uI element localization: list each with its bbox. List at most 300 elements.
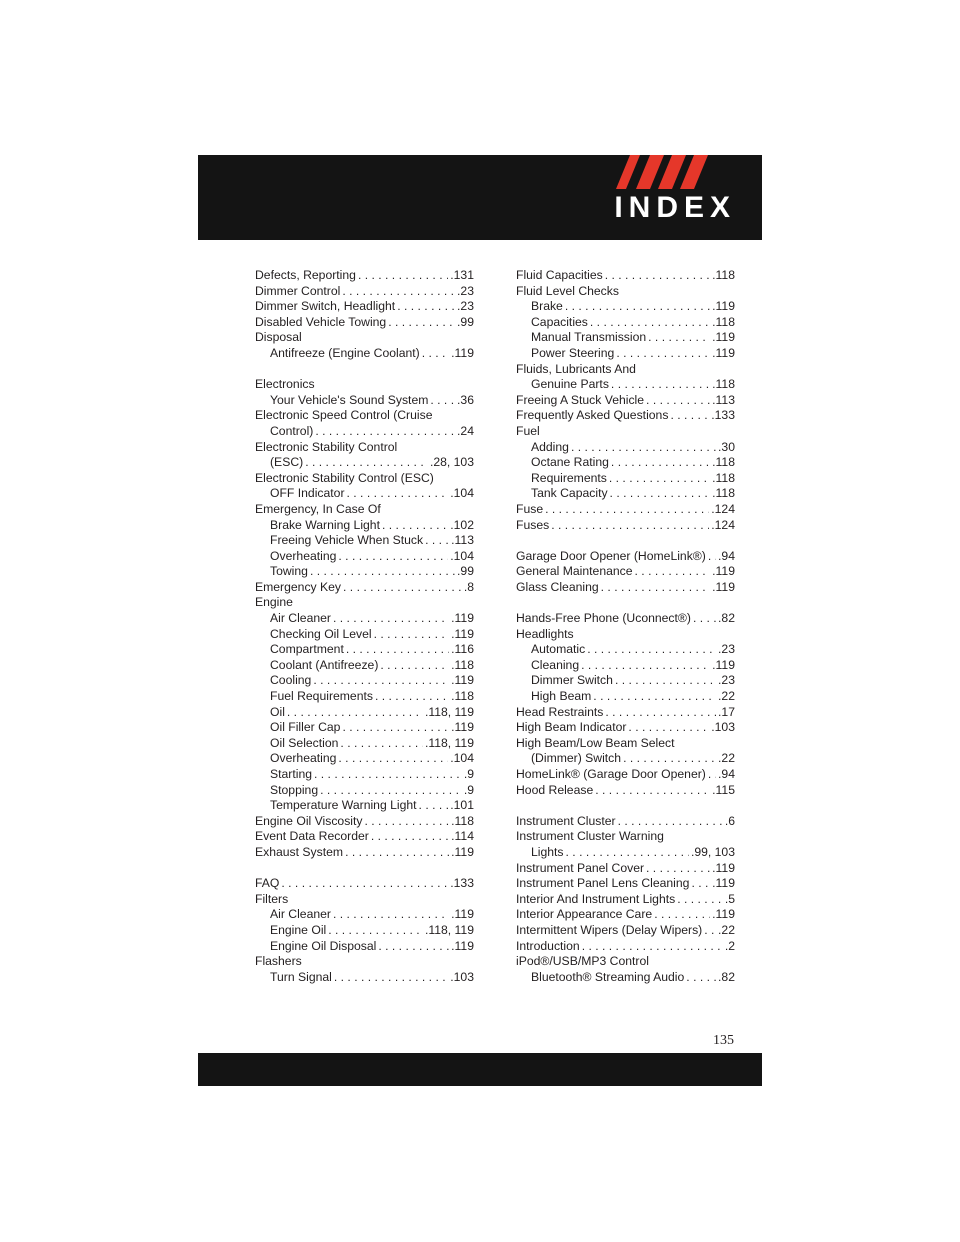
entry-label: Dimmer Control xyxy=(255,283,341,298)
leader-dots xyxy=(371,829,449,845)
index-entry xyxy=(516,736,735,752)
entry-label: Hands-Free Phone (Uconnect®) xyxy=(516,611,691,626)
index-entry xyxy=(255,829,474,845)
entry-label: Brake Warning Light xyxy=(270,517,380,532)
index-subentry xyxy=(516,658,735,674)
index-spacer xyxy=(255,861,474,877)
entry-label: Interior Appearance Care xyxy=(516,907,653,922)
leader-dots xyxy=(609,471,710,487)
entry-page: .115 xyxy=(712,782,735,797)
entry-page: .5 xyxy=(724,891,735,906)
entry-label: Overheating xyxy=(270,751,337,766)
entry-page: .6 xyxy=(724,813,735,828)
entry-page: .8 xyxy=(463,579,474,594)
entry-label: Capacities xyxy=(531,314,588,329)
index-subentry xyxy=(516,377,735,393)
entry-label: Interior And Instrument Lights xyxy=(516,891,676,906)
index-spacer xyxy=(516,798,735,814)
leader-dots xyxy=(571,440,716,456)
stripe-2 xyxy=(636,155,664,189)
index-subentry xyxy=(516,486,735,502)
index-entry xyxy=(255,814,474,830)
index-entry xyxy=(516,767,735,783)
leader-dots xyxy=(425,533,449,549)
index-entry xyxy=(255,845,474,861)
index-entry xyxy=(255,892,474,908)
leader-dots xyxy=(375,689,449,705)
index-entry xyxy=(255,440,474,456)
index-entry xyxy=(255,595,474,611)
leader-dots xyxy=(378,939,449,955)
index-entry xyxy=(516,580,735,596)
entry-label: Fuse xyxy=(516,501,544,516)
index-subentry xyxy=(255,798,474,814)
entry-label: Freeing Vehicle When Stuck xyxy=(270,533,424,548)
entry-label: Electronic Stability Control (ESC) xyxy=(255,470,434,485)
leader-dots xyxy=(611,377,710,393)
entry-page: .36 xyxy=(457,392,474,407)
index-entry xyxy=(516,923,735,939)
index-subentry xyxy=(255,627,474,643)
entry-label: Instrument Panel Cover xyxy=(516,860,645,875)
entry-label: Genuine Parts xyxy=(531,377,609,392)
entry-label: Fluids, Lubricants And xyxy=(516,361,636,376)
index-spacer xyxy=(516,595,735,611)
entry-page: .119 xyxy=(712,657,735,672)
entry-label: Bluetooth® Streaming Audio xyxy=(531,969,685,984)
index-subentry xyxy=(516,970,735,986)
entry-page: .94 xyxy=(718,548,735,563)
leader-dots xyxy=(334,970,448,986)
stripe-3 xyxy=(658,155,686,189)
entry-label: Your Vehicle's Sound System xyxy=(270,392,429,407)
index-entry xyxy=(516,783,735,799)
index-subentry xyxy=(255,611,474,627)
index-subentry xyxy=(255,564,474,580)
index-entry xyxy=(255,268,474,284)
entry-page: .22 xyxy=(718,922,735,937)
index-entry xyxy=(516,393,735,409)
entry-label: Air Cleaner xyxy=(270,907,331,922)
entry-page: .104 xyxy=(450,548,474,563)
entry-page: .118, 119 xyxy=(424,704,474,719)
entry-page: .9 xyxy=(463,782,474,797)
leader-dots xyxy=(340,736,423,752)
leader-dots xyxy=(611,455,710,471)
entry-label: Emergency, In Case Of xyxy=(255,501,381,516)
index-entry xyxy=(255,580,474,596)
entry-label: HomeLink® (Garage Door Opener) xyxy=(516,767,706,781)
leader-dots xyxy=(581,658,710,674)
entry-label: Lights xyxy=(531,844,564,859)
entry-page: .118 xyxy=(451,689,474,704)
entry-label: Engine xyxy=(255,595,293,610)
index-entry xyxy=(516,829,735,845)
page-number: 135 xyxy=(713,1033,734,1048)
index-entry xyxy=(255,315,474,331)
leader-dots xyxy=(593,689,716,705)
leader-dots xyxy=(422,346,449,362)
entry-page: .22 xyxy=(718,751,735,766)
entry-label: Fuses xyxy=(516,517,550,532)
index-entry xyxy=(255,954,474,970)
index-column-right xyxy=(516,268,735,985)
entry-label: Requirements xyxy=(531,470,607,485)
index-subentry xyxy=(516,346,735,362)
leader-dots xyxy=(616,346,710,362)
entry-label: OFF Indicator xyxy=(270,486,345,501)
leader-dots xyxy=(635,564,711,580)
entry-label: Fuel Requirements xyxy=(270,689,373,704)
index-entry xyxy=(516,954,735,970)
entry-page: .22 xyxy=(718,689,735,704)
leader-dots xyxy=(388,315,455,331)
entry-page: .23 xyxy=(457,299,474,314)
leader-dots xyxy=(691,876,710,892)
entry-page: .119 xyxy=(712,907,735,922)
entry-page: .24 xyxy=(457,423,474,438)
entry-label: Octane Rating xyxy=(531,455,609,470)
leader-dots xyxy=(347,486,449,502)
leader-dots xyxy=(646,861,710,877)
entry-page: .23 xyxy=(718,673,735,688)
entry-label: Engine Oil Viscosity xyxy=(255,813,363,828)
index-entry xyxy=(255,471,474,487)
entry-label: Instrument Panel Lens Cleaning xyxy=(516,876,690,891)
entry-label: Brake xyxy=(531,299,563,314)
leader-dots xyxy=(686,970,716,986)
leader-dots xyxy=(605,268,710,284)
entry-label: Exhaust System xyxy=(255,844,344,859)
index-subentry xyxy=(255,751,474,767)
leader-dots xyxy=(708,767,716,783)
leader-dots xyxy=(382,518,448,534)
leader-dots xyxy=(333,907,449,923)
leader-dots xyxy=(343,580,462,596)
leader-dots xyxy=(333,611,449,627)
entry-page: .119 xyxy=(451,844,474,859)
entry-label: Defects, Reporting xyxy=(255,268,356,282)
entry-page: .102 xyxy=(450,517,474,532)
index-subentry xyxy=(516,673,735,689)
index-subentry xyxy=(516,299,735,315)
index-subentry xyxy=(516,440,735,456)
entry-page: .124 xyxy=(711,501,735,516)
footer-bar xyxy=(198,1053,762,1086)
entry-label: Cleaning xyxy=(531,657,580,672)
leader-dots xyxy=(670,408,709,424)
entry-page: .124 xyxy=(711,517,735,532)
index-entry xyxy=(516,518,735,534)
entry-label: (ESC) xyxy=(270,455,304,470)
index-entry xyxy=(516,268,735,284)
index-subentry xyxy=(516,330,735,346)
entry-label: Glass Cleaning xyxy=(516,579,599,594)
index-entry xyxy=(516,408,735,424)
index-entry xyxy=(516,362,735,378)
leader-dots xyxy=(551,518,709,534)
leader-dots xyxy=(595,783,710,799)
leader-dots xyxy=(646,393,710,409)
leader-dots xyxy=(708,549,716,565)
entry-label: High Beam Indicator xyxy=(516,720,627,735)
leader-dots xyxy=(654,907,710,923)
entry-page: .118 xyxy=(451,657,474,672)
entry-label: Freeing A Stuck Vehicle xyxy=(516,392,645,407)
entry-page: .118 xyxy=(712,455,735,470)
index-entry xyxy=(255,330,474,346)
entry-page: .23 xyxy=(457,283,474,298)
entry-label: Adding xyxy=(531,439,569,454)
index-subentry xyxy=(516,455,735,471)
entry-label: Control) xyxy=(270,423,314,438)
index-spacer xyxy=(516,533,735,549)
entry-label: Hood Release xyxy=(516,782,594,797)
entry-page: .114 xyxy=(451,829,474,844)
entry-page: .119 xyxy=(451,345,474,360)
entry-label: Intermittent Wipers (Delay Wipers) xyxy=(516,922,703,937)
entry-label: iPod®/USB/MP3 Control xyxy=(516,954,649,969)
leader-dots xyxy=(310,564,455,580)
entry-page: .118 xyxy=(712,377,735,392)
entry-label: Dimmer Switch, Headlight xyxy=(255,299,396,314)
entry-label: Fluid Capacities xyxy=(516,268,603,282)
leader-dots xyxy=(338,751,448,767)
index-entry xyxy=(255,502,474,518)
entry-label: High Beam xyxy=(531,689,592,704)
index-subentry xyxy=(255,720,474,736)
leader-dots xyxy=(430,393,455,409)
entry-page: .133 xyxy=(711,408,735,423)
index-entry xyxy=(255,299,474,315)
entry-label: Event Data Recorder xyxy=(255,829,369,844)
entry-page: .113 xyxy=(451,533,474,548)
entry-label: Oil Filler Cap xyxy=(270,720,341,735)
leader-dots xyxy=(628,720,709,736)
entry-page: .119 xyxy=(712,345,735,360)
entry-page: .118, 119 xyxy=(424,735,474,750)
leader-dots xyxy=(704,923,716,939)
index-subentry xyxy=(255,518,474,534)
leader-dots xyxy=(693,611,716,627)
entry-label: Instrument Cluster xyxy=(516,813,616,828)
entry-label: Engine Oil Disposal xyxy=(270,938,377,953)
entry-label: General Maintenance xyxy=(516,564,633,579)
stripe-4 xyxy=(680,155,708,189)
index-subentry xyxy=(255,705,474,721)
index-subentry xyxy=(516,642,735,658)
index-entry xyxy=(516,861,735,877)
entry-page: .82 xyxy=(718,969,735,984)
index-subentry xyxy=(255,533,474,549)
entry-label: Emergency Key xyxy=(255,579,342,594)
leader-dots xyxy=(380,658,449,674)
entry-page: .119 xyxy=(451,611,474,626)
leader-dots xyxy=(587,642,716,658)
entry-label: Checking Oil Level xyxy=(270,626,372,641)
index-entry xyxy=(516,564,735,580)
index-entry xyxy=(516,627,735,643)
index-subentry xyxy=(255,783,474,799)
entry-page: .119 xyxy=(712,564,735,579)
index-subentry xyxy=(516,315,735,331)
entry-page: .23 xyxy=(718,642,735,657)
entry-label: Automatic xyxy=(531,642,586,657)
leader-dots xyxy=(314,767,462,783)
index-subentry xyxy=(255,689,474,705)
entry-page: .118, 119 xyxy=(424,922,474,937)
entry-page: .101 xyxy=(450,798,474,813)
leader-dots xyxy=(328,923,423,939)
entry-label: Coolant (Antifreeze) xyxy=(270,657,379,672)
leader-dots xyxy=(610,486,711,502)
index-entry xyxy=(516,876,735,892)
leader-dots xyxy=(320,783,462,799)
index-subentry xyxy=(255,939,474,955)
index-subentry xyxy=(255,970,474,986)
index-subentry xyxy=(516,471,735,487)
entry-page: .119 xyxy=(451,626,474,641)
index-subentry xyxy=(255,642,474,658)
index-entry xyxy=(516,705,735,721)
index-subentry xyxy=(255,736,474,752)
entry-label: High Beam/Low Beam Select xyxy=(516,735,675,750)
entry-page: .113 xyxy=(712,392,735,407)
index-subentry xyxy=(255,346,474,362)
entry-page: .119 xyxy=(451,907,474,922)
leader-dots xyxy=(305,455,428,471)
entry-page: .118 xyxy=(451,813,474,828)
index-entry xyxy=(516,720,735,736)
index-entry xyxy=(516,284,735,300)
index-entry xyxy=(255,876,474,892)
leader-dots xyxy=(313,673,449,689)
leader-dots xyxy=(565,299,710,315)
entry-label: Frequently Asked Questions xyxy=(516,408,669,423)
entry-label: Turn Signal xyxy=(270,969,332,984)
leader-dots xyxy=(397,299,455,315)
entry-label: Temperature Warning Light xyxy=(270,798,417,813)
leader-dots xyxy=(566,845,689,861)
index-subentry xyxy=(255,923,474,939)
entry-label: Head Restraints xyxy=(516,704,604,719)
entry-label: Disposal xyxy=(255,330,302,345)
entry-label: Power Steering xyxy=(531,345,615,360)
entry-label: Flashers xyxy=(255,954,302,969)
index-subentry xyxy=(255,393,474,409)
leader-dots xyxy=(582,939,723,955)
entry-label: Filters xyxy=(255,891,289,906)
entry-page: .133 xyxy=(450,876,474,891)
entry-label: Electronics xyxy=(255,377,315,392)
entry-page: .118 xyxy=(712,314,735,329)
entry-page: .119 xyxy=(451,720,474,735)
entry-page: .116 xyxy=(451,642,474,657)
leader-dots xyxy=(601,580,711,596)
leader-dots xyxy=(315,424,455,440)
leader-dots xyxy=(281,876,448,892)
entry-label: Tank Capacity xyxy=(531,486,608,501)
leader-dots xyxy=(287,705,423,721)
entry-label: (Dimmer) Switch xyxy=(531,751,622,766)
entry-page: .119 xyxy=(712,860,735,875)
entry-page: .103 xyxy=(711,720,735,735)
index-entry xyxy=(516,611,735,627)
entry-label: Overheating xyxy=(270,548,337,563)
entry-label: Manual Transmission xyxy=(531,330,647,345)
entry-label: Disabled Vehicle Towing xyxy=(255,314,387,329)
index-subentry xyxy=(255,673,474,689)
entry-label: FAQ xyxy=(255,876,280,891)
entry-page: .118 xyxy=(712,486,735,501)
index-subentry xyxy=(255,907,474,923)
entry-label: Antifreeze (Engine Coolant) xyxy=(270,345,420,360)
index-entry xyxy=(516,892,735,908)
entry-page: .99 xyxy=(457,564,474,579)
index-spacer xyxy=(255,362,474,378)
index-subentry xyxy=(255,549,474,565)
leader-dots xyxy=(374,627,450,643)
entry-page: .119 xyxy=(451,673,474,688)
entry-page: .119 xyxy=(712,330,735,345)
leader-dots xyxy=(677,892,723,908)
leader-dots xyxy=(364,814,449,830)
index-entry xyxy=(516,907,735,923)
index-subentry xyxy=(516,751,735,767)
index-entry xyxy=(516,939,735,955)
entry-page: .94 xyxy=(718,767,735,781)
index-subentry xyxy=(516,845,735,861)
entry-label: Electronic Speed Control (Cruise xyxy=(255,408,433,423)
entry-label: Headlights xyxy=(516,626,574,641)
entry-page: .118 xyxy=(712,268,735,282)
entry-page: .28, 103 xyxy=(429,455,474,470)
entry-label: Starting xyxy=(270,767,313,781)
index-entry xyxy=(516,502,735,518)
leader-dots xyxy=(623,751,716,767)
index-entry xyxy=(516,424,735,440)
index-entry xyxy=(255,284,474,300)
entry-label: Oil xyxy=(270,704,285,719)
entry-label: Oil Selection xyxy=(270,735,339,750)
leader-dots xyxy=(419,798,449,814)
index-subentry xyxy=(255,486,474,502)
index-entry xyxy=(516,549,735,565)
leader-dots xyxy=(345,845,449,861)
entry-page: .119 xyxy=(712,876,735,891)
entry-page: .99 xyxy=(457,314,474,329)
entry-label: Air Cleaner xyxy=(270,611,331,626)
entry-page: .30 xyxy=(718,439,735,454)
entry-page: .99, 103 xyxy=(690,844,735,859)
leader-dots xyxy=(338,549,448,565)
index-subentry xyxy=(255,455,474,471)
entry-page: .103 xyxy=(450,969,474,984)
page-title: INDEX xyxy=(614,191,736,224)
entry-label: Electronic Stability Control xyxy=(255,439,398,454)
entry-label: Instrument Cluster Warning xyxy=(516,829,664,844)
index-subentry xyxy=(516,689,735,705)
entry-page: .17 xyxy=(718,704,735,719)
entry-page: .118 xyxy=(712,470,735,485)
entry-page: .119 xyxy=(451,938,474,953)
entry-page: .119 xyxy=(712,579,735,594)
index-entry xyxy=(255,377,474,393)
leader-dots xyxy=(342,720,449,736)
entry-page: .104 xyxy=(450,751,474,766)
entry-label: Engine Oil xyxy=(270,922,327,937)
index-entry xyxy=(255,408,474,424)
